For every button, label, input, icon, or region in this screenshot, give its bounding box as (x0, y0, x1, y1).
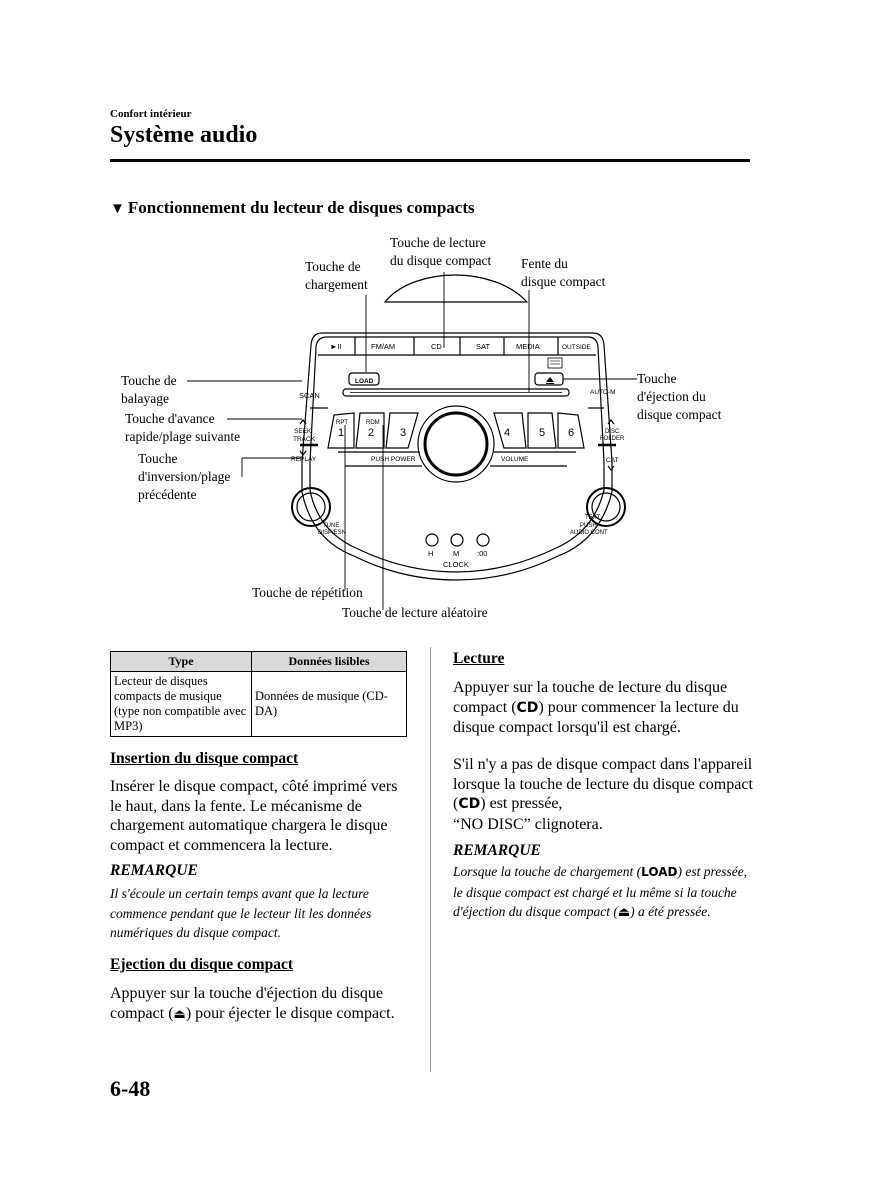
callout-seek: Touche d'avance rapide/plage suivante (125, 411, 241, 444)
cd-symbol-icon: CD (458, 796, 481, 812)
load-symbol-icon: LOAD (641, 865, 678, 879)
svg-text:H: H (428, 549, 434, 558)
svg-text:FOLDER: FOLDER (600, 436, 625, 442)
table-cell: Lecteur de disques compacts de musique (type non compatible avec MP3) (111, 672, 252, 737)
clock-zero-button (477, 534, 489, 546)
volume-knob (418, 406, 494, 482)
insertion-heading: Insertion du disque compact (110, 750, 299, 767)
callout-play: Touche de lecture du disque compact (390, 235, 492, 268)
note-heading-2: REMARQUE (453, 842, 541, 859)
callout-repeat: Touche de répétition (252, 585, 363, 600)
callout-load: Touche de chargement (305, 259, 368, 292)
eject-symbol-icon: ⏏ (173, 1006, 186, 1022)
lecture-heading: Lecture (453, 650, 505, 667)
eject-symbol-icon: ⏏ (617, 905, 631, 920)
svg-text:RDM: RDM (366, 420, 380, 426)
svg-text:LOAD: LOAD (355, 378, 374, 385)
page-number: 6-48 (110, 1076, 151, 1101)
svg-text:OUTSIDE: OUTSIDE (562, 344, 591, 351)
callout-eject: Touche d'éjection du disque compact (637, 371, 722, 422)
radio-inner-body (310, 337, 604, 572)
svg-text:SAT: SAT (476, 342, 491, 351)
ejection-paragraph: Appuyer sur la touche d'éjection du disque compact (⏏) pour éjecter le disque compact. (110, 985, 395, 1022)
svg-text:TEXT: TEXT (585, 515, 601, 521)
svg-text:2: 2 (368, 427, 375, 439)
svg-text:CD: CD (431, 342, 442, 351)
insertion-paragraph: Insérer le disque compact, côté imprimé vers le haut, dans la fente. Le mécanisme de chargement automatique chargera le disque compact et commencera la lecture. (110, 778, 398, 854)
svg-text:6: 6 (568, 427, 575, 439)
cd-indicator (548, 358, 562, 368)
play-pause-icon: ►II (330, 342, 342, 351)
lecture-paragraph: Appuyer sur la touche de lecture du disque compact (CD) pour commencer la lecture du disque compact lorsqu'il est chargé. (453, 679, 739, 736)
svg-text::00: :00 (477, 549, 488, 558)
svg-text:PUSH POWER: PUSH POWER (371, 456, 416, 463)
svg-text:5: 5 (539, 427, 546, 439)
callout-slot: Fente du disque compact (521, 256, 606, 289)
svg-text:DISC: DISC (605, 429, 620, 435)
svg-text:REPLAY: REPLAY (291, 456, 317, 463)
table-row (111, 672, 407, 737)
svg-text:PUSH: PUSH (580, 523, 597, 529)
svg-text:RPT: RPT (336, 420, 348, 426)
triangle-marker-icon: ▼ (110, 201, 125, 217)
note-paragraph-1: Il s'écoule un certain temps avant que la lecture commence pendant que le lecteur lit les données numériques du disque compact. (110, 886, 372, 940)
callout-replay: Touche d'inversion/plage précédente (138, 451, 231, 502)
section-label: Confort intérieur (110, 108, 192, 120)
eject-button-icon (546, 377, 554, 382)
table-cell: Données de musique (CD-DA) (252, 672, 407, 737)
clock-hour-button (426, 534, 438, 546)
lecture-paragraph-2: S'il n'y a pas de disque compact dans l'appareil lorsque la touche de lecture du disque compact (CD) est pressée, “NO DISC” clignotera. (453, 756, 753, 833)
svg-text:FM/AM: FM/AM (371, 342, 396, 351)
cd-disc-illustration (385, 275, 527, 302)
table-header-data: Données lisibles (252, 652, 407, 672)
svg-text:DISP/ESN: DISP/ESN (318, 530, 347, 536)
section-heading-text: Fonctionnement du lecteur de disques compacts (127, 198, 475, 217)
table-header-type: Type (111, 652, 252, 672)
svg-text:MEDIA: MEDIA (516, 342, 540, 351)
svg-text:AUDIO CONT: AUDIO CONT (570, 530, 608, 536)
svg-text:SEEK: SEEK (294, 428, 312, 435)
svg-text:SCAN: SCAN (299, 391, 320, 400)
ejection-heading: Ejection du disque compact (110, 956, 293, 973)
svg-text:CLOCK: CLOCK (443, 560, 469, 569)
page-title: Système audio (110, 122, 258, 148)
svg-text:TRACK: TRACK (293, 436, 316, 443)
svg-text:1: 1 (338, 427, 345, 439)
clock-minute-button (451, 534, 463, 546)
note-paragraph-2: Lorsque la touche de chargement (LOAD) est pressée, le disque compact est chargé et lu même si la touche d'éjection du disque compact (⏏) a été pressée. (453, 864, 748, 920)
callout-random: Touche de lecture aléatoire (342, 605, 488, 620)
svg-text:AUTO-M: AUTO-M (590, 389, 616, 396)
svg-text:TUNE: TUNE (323, 523, 340, 529)
callout-scan: Touche de balayage (121, 373, 177, 406)
svg-text:4: 4 (504, 427, 511, 439)
svg-text:CAT: CAT (606, 457, 619, 464)
cd-symbol-icon: CD (516, 699, 539, 716)
svg-text:M: M (453, 549, 460, 558)
svg-text:VOLUME: VOLUME (501, 456, 529, 463)
compatibility-table (110, 651, 407, 737)
note-heading-1: REMARQUE (110, 862, 198, 879)
svg-text:3: 3 (400, 427, 407, 439)
column-divider (430, 647, 431, 1072)
